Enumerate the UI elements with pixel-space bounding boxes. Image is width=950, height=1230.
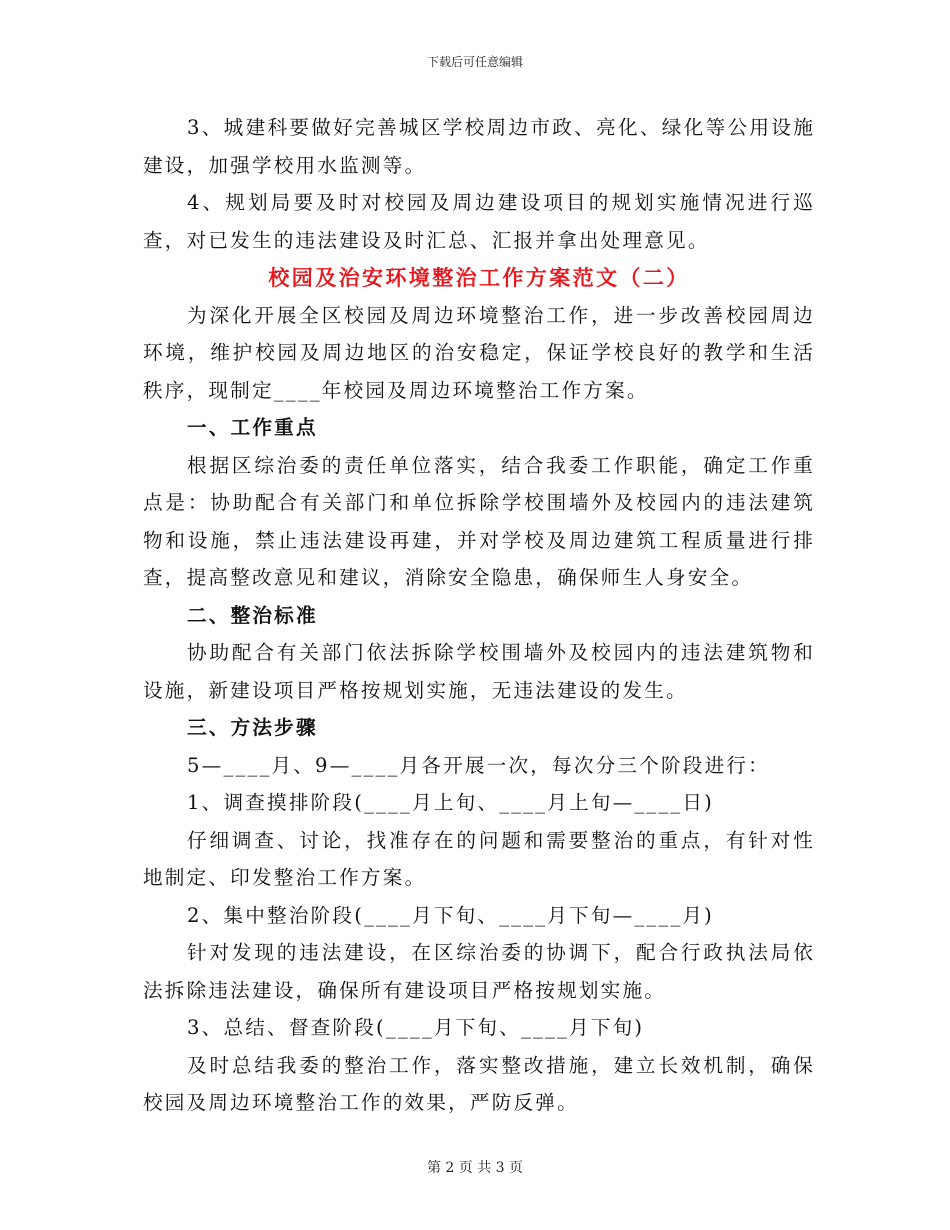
section-body-1: 根据区综治委的责任单位落实，结合我委工作职能，确定工作重点是：协助配合有关部门和单位拆除学校围墙外及校园内的违法建筑物和设施，禁止违法建设再建，并对学校及周边建筑工程质量进行排查，提高整改意见和建议，消除安全隐患，确保师生人身安全。 bbox=[143, 453, 815, 589]
stage-2-body: 针对发现的违法建设，在区综治委的协调下，配合行政执法局依法拆除违法建设，确保所有建设项目严格按规划实施。 bbox=[143, 941, 815, 1002]
stage-1-title: 1、调查摸排阶段(____月上旬、____月上旬—____日) bbox=[187, 791, 715, 814]
schedule-line: 5—____月、9—____月各开展一次，每次分三个阶段进行： bbox=[187, 753, 770, 777]
page-footer: 第 2 页 共 3 页 bbox=[426, 1160, 524, 1176]
section-body-2: 协助配合有关部门依法拆除学校围墙外及校园内的违法建筑物和设施，新建设项目严格按规划实施，无违法建设的发生。 bbox=[143, 641, 815, 702]
document-body bbox=[143, 109, 815, 1122]
paragraph-3: 3、城建科要做好完善城区学校周边市政、亮化、绿化等公用设施建设，加强学校用水监测等。 bbox=[143, 116, 815, 177]
section-heading-2: 二、整治标准 bbox=[187, 603, 318, 627]
stage-3-body: 及时总结我委的整治工作，落实整改措施，建立长效机制，确保校园及周边环境整治工作的效果，严防反弹。 bbox=[143, 1053, 815, 1114]
section-heading-1: 一、工作重点 bbox=[187, 416, 318, 439]
stage-3-title: 3、总结、督查阶段(____月下旬、____月下旬) bbox=[187, 1016, 645, 1039]
section-heading-3: 三、方法步骤 bbox=[187, 716, 318, 739]
stage-2-title: 2、集中整治阶段(____月下旬、____月下旬—____月) bbox=[187, 903, 715, 927]
paragraph-4: 4、规划局要及时对校园及周边建设项目的规划实施情况进行巡查，对已发生的违法建设及时汇总、汇报并拿出处理意见。 bbox=[143, 191, 815, 252]
intro-paragraph: 为深化开展全区校园及周边环境整治工作，进一步改善校园周边环境，维护校园及周边地区的治安稳定，保证学校良好的教学和生活秩序，现制定____年校园及周边环境整治工作方案。 bbox=[143, 303, 815, 402]
document-title: 校园及治安环境整治工作方案范文（二） bbox=[268, 265, 690, 290]
stage-1-body: 仔细调查、讨论，找准存在的问题和需要整治的重点，有针对性地制定、印发整治工作方案。 bbox=[143, 828, 815, 889]
page-header: 下载后可任意编辑 bbox=[426, 55, 523, 69]
